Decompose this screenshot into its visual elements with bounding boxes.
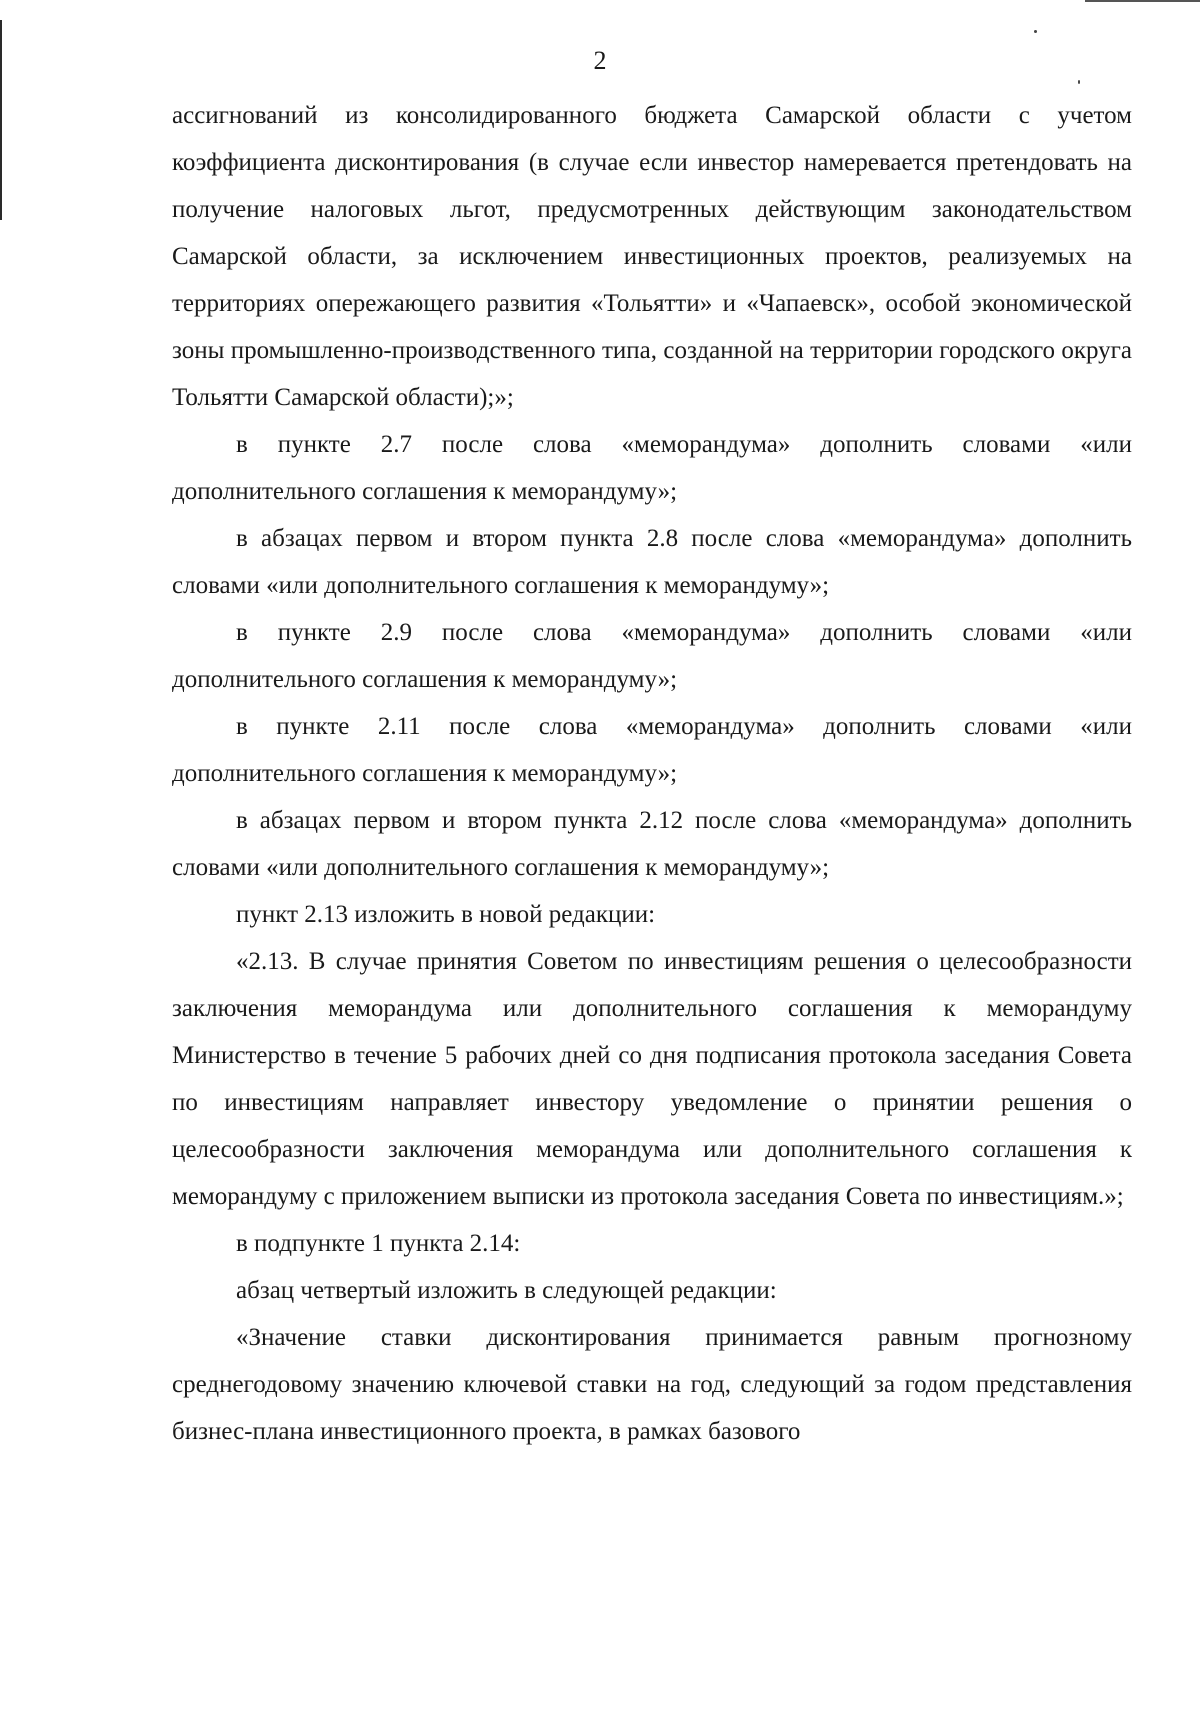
paragraph-item-2-14: в подпункте 1 пункта 2.14: [236,1230,521,1257]
paragraph-item-2-9: в пункте 2.9 после слова «меморандума» дополнить словами «или дополнительного соглашения к меморандуму»; [172,619,1132,693]
paragraph-abzac-4: абзац четвертый изложить в следующей редакции: [236,1277,777,1304]
paragraph-item-2-13-text: «2.13. В случае принятия Советом по инвестициям решения о целесообразности заключения меморандума или дополнительного соглашения к меморандуму Министерство в течение 5 рабочих дней со дня подписания протокола заседания Совета по инвестициям направляет инвестору уведомление о принятии решения о целесообразности заключения меморандума или дополнительного соглашения к меморандуму с приложением выписки из протокола заседания Совета по инвестициям.»; [172,948,1132,1210]
paragraph-item-2-11: в пункте 2.11 после слова «меморандума» дополнить словами «или дополнительного соглашения к меморандуму»; [172,713,1132,787]
paragraph-item-2-8: в абзацах первом и втором пункта 2.8 после слова «меморандума» дополнить словами «или дополнительного соглашения к меморандуму»; [172,525,1132,599]
paragraph-continuation: ассигнований из консолидированного бюджета Самарской области с учетом коэффициента дисконтирования (в случае если инвестор намеревается претендовать на получение налоговых льгот, предусмотренных действующим законодательством Самарской области, за исключением инвестиционных проектов, реализуемых на территориях опережающего развития «Тольятти» и «Чапаевск», особой экономической зоны промышленно-производственного типа, созданной на территории городского округа Тольятти Самарской области);»; [172,102,1132,411]
paragraph-item-2-12: в абзацах первом и втором пункта 2.12 после слова «меморандума» дополнить словами «или дополнительного соглашения к меморандуму»; [172,807,1132,881]
paragraph-item-2-7: в пункте 2.7 после слова «меморандума» дополнить словами «или дополнительного соглашения к меморандуму»; [172,431,1132,505]
document-body [172,92,1132,1455]
scan-speck [1034,30,1037,33]
paragraph-item-2-13-heading: пункт 2.13 изложить в новой редакции: [236,901,656,928]
page-number: 2 [593,46,607,75]
paragraph-discount-rate: «Значение ставки дисконтирования принимается равным прогнозному среднегодовому значению ключевой ставки на год, следующий за годом представления бизнес-плана инвестиционного проекта, в рамках базового [172,1324,1132,1445]
scan-border-top [1085,0,1200,2]
scan-speck [1078,80,1080,84]
